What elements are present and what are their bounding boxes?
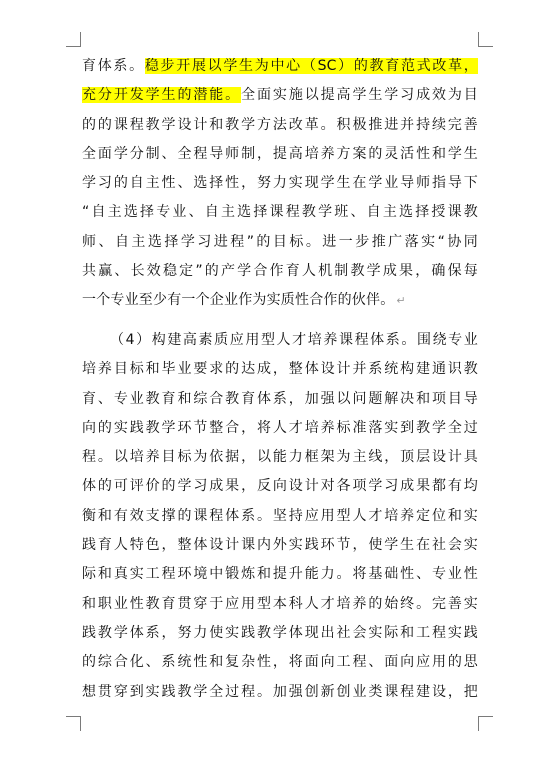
- text-line: [82, 52, 478, 81]
- text-line: 体的可评价的学习成果，反向设计对各项学习成果都有均: [82, 478, 478, 495]
- text-line: 程。以培养目标为依据，以能力框架为主线，顶层设计具: [82, 449, 478, 466]
- text-line: 的综合化、系统性和复杂性，将面向工程、面向应用的思: [82, 654, 478, 671]
- text-line: 和职业性教育贯穿于应用型本科人才培养的始终。完善实: [82, 595, 478, 612]
- text-line: 学习的自主性、选择性，努力实现学生在学业导师指导下: [82, 175, 478, 192]
- paragraph-mark-icon: ↵: [396, 294, 406, 308]
- text-line: 师、自主选择学习进程”的目标。进一步推广落实“协同: [82, 233, 478, 250]
- text-line: “自主选择专业、自主选择课程教学班、自主选择授课教: [82, 204, 478, 221]
- highlighted-text: 充分开发学生的潜能。: [82, 87, 242, 104]
- text-line: 培养目标和毕业要求的达成，整体设计并系统构建通识教: [82, 361, 478, 378]
- text-run: 育体系。: [82, 58, 145, 74]
- margin-corner-top-left: [66, 32, 81, 47]
- text-line: 际和真实工程环境中锻炼和提升能力。将基础性、专业性: [82, 566, 478, 583]
- text-line: 的的课程教学设计和教学方法改革。积极推进并持续完善: [82, 116, 478, 133]
- text-line: 践教学体系，努力使实践教学体现出社会实际和工程实践: [82, 624, 478, 641]
- margin-corner-bottom-left: [66, 716, 81, 731]
- highlighted-text: 稳步开展以学生为中心（SC）的教育范式改革，: [144, 58, 478, 74]
- text-line: 向的实践教学环节整合，将人才培养标准落实到教学全过: [82, 419, 478, 436]
- text-line: [82, 286, 478, 315]
- paragraph-2: [82, 326, 478, 707]
- text-line: 育、专业教育和综合教育体系，加强以问题解决和项目导: [82, 390, 478, 407]
- text-line: 想贯穿到实践教学全过程。加强创新创业类课程建设，把: [82, 683, 478, 700]
- text-line: 全面学分制、全程导师制，提高培养方案的灵活性和学生: [82, 145, 478, 162]
- paragraph-1: [82, 52, 478, 316]
- margin-corner-top-right: [478, 32, 493, 47]
- text-line: （4）构建高素质应用型人才培养课程体系。围绕专业: [110, 332, 478, 348]
- text-line: 共赢、长效稳定”的产学合作育人机制教学成果，确保每: [82, 263, 478, 280]
- text-line: [82, 81, 478, 110]
- text-line: 衡和有效支撑的课程体系。坚持应用型人才培养定位和实: [82, 507, 478, 524]
- text-run: 一个专业至少有一个企业作为实质性合作的伙伴。: [82, 292, 395, 309]
- text-run: 全面实施以提高学生学习成效为目: [241, 87, 478, 104]
- text-line: 践育人特色，整体设计课内外实践环节，使学生在社会实: [82, 537, 478, 554]
- margin-corner-bottom-right: [478, 716, 493, 731]
